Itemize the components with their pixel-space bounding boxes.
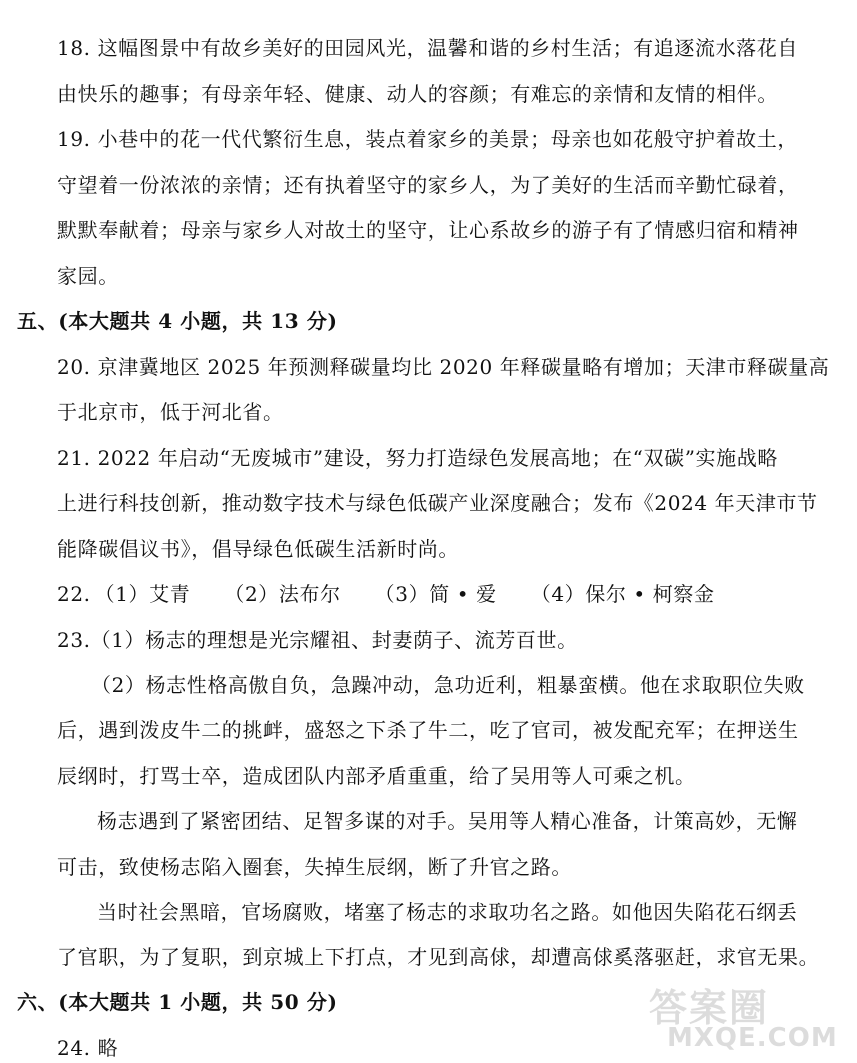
q22-line bbox=[57, 582, 715, 606]
q19-line-1: 19. 小巷中的花一代代繁衍生息，装点着家乡的美景；母亲也如花般守护着故土， bbox=[57, 127, 798, 151]
section-5-heading: 五、(本大题共 4 小题，共 13 分) bbox=[17, 309, 338, 333]
watermark-logo bbox=[649, 977, 839, 1057]
q20-line-1: 20. 京津冀地区 2025 年预测释碳量均比 2020 年释碳量略有增加；天津市释碳量高 bbox=[57, 355, 830, 379]
q22-answer-2: （2）法布尔 bbox=[224, 582, 341, 606]
q21-line-1: 21. 2022 年启动“无废城市”建设，努力打造绿色发展高地；在“双碳”实施战略 bbox=[57, 446, 778, 470]
q22-answer-3: （3）简 • 爱 bbox=[374, 582, 497, 606]
q23-line-8: 了官职，为了复职，到京城上下打点，才见到高俅，却遭高俅奚落驱赶，求官无果。 bbox=[57, 945, 820, 969]
q23-line-5: 杨志遇到了紧密团结、足智多谋的对手。吴用等人精心准备，计策高妙，无懈 bbox=[97, 809, 798, 833]
q23-line-1: 23.（1）杨志的理想是光宗耀祖、封妻荫子、流芳百世。 bbox=[57, 628, 578, 652]
q23-line-7: 当时社会黑暗，官场腐败，堵塞了杨志的求取功名之路。如他因失陷花石纲丢 bbox=[97, 900, 798, 924]
watermark-chinese-text: 答案圈 bbox=[649, 986, 770, 1030]
q22-number: 22. bbox=[57, 582, 91, 606]
section-6-heading: 六、(本大题共 1 小题，共 50 分) bbox=[17, 990, 338, 1014]
q24-line: 24. 略 bbox=[57, 1036, 119, 1060]
watermark-url-text: MXQE.COM bbox=[667, 1023, 838, 1053]
q19-line-2: 守望着一份浓浓的亲情；还有执着坚守的家乡人，为了美好的生活而辛勤忙碌着， bbox=[57, 173, 799, 197]
q21-line-2: 上进行科技创新，推动数字技术与绿色低碳产业深度融合；发布《2024 年天津市节 bbox=[57, 491, 818, 515]
q18-line-1: 18. 这幅图景中有故乡美好的田园风光，温馨和谐的乡村生活；有追逐流水落花自 bbox=[57, 36, 798, 60]
q23-line-2: （2）杨志性格高傲自负，急躁冲动，急功近利，粗暴蛮横。他在求取职位失败 bbox=[91, 673, 805, 697]
q21-line-3: 能降碳倡议书》，倡导绿色低碳生活新时尚。 bbox=[57, 537, 459, 561]
q22-answer-4: （4）保尔 • 柯察金 bbox=[530, 582, 715, 606]
q19-line-4: 家园。 bbox=[57, 264, 119, 288]
q23-line-3: 后，遇到泼皮牛二的挑衅，盛怒之下杀了牛二，吃了官司，被发配充军；在押送生 bbox=[57, 718, 799, 742]
q19-line-3: 默默奉献着；母亲与家乡人对故土的坚守，让心系故乡的游子有了情感归宿和精神 bbox=[57, 218, 799, 242]
q23-line-6: 可击，致使杨志陷入圈套，失掉生辰纲，断了升官之路。 bbox=[57, 855, 572, 879]
q22-answer-1: （1）艾青 bbox=[94, 582, 191, 606]
q23-line-4: 辰纲时，打骂士卒，造成团队内部矛盾重重，给了吴用等人可乘之机。 bbox=[57, 764, 696, 788]
q18-line-2: 由快乐的趣事；有母亲年轻、健康、动人的容颜；有难忘的亲情和友情的相伴。 bbox=[57, 82, 778, 106]
q20-line-2: 于北京市，低于河北省。 bbox=[57, 400, 284, 424]
